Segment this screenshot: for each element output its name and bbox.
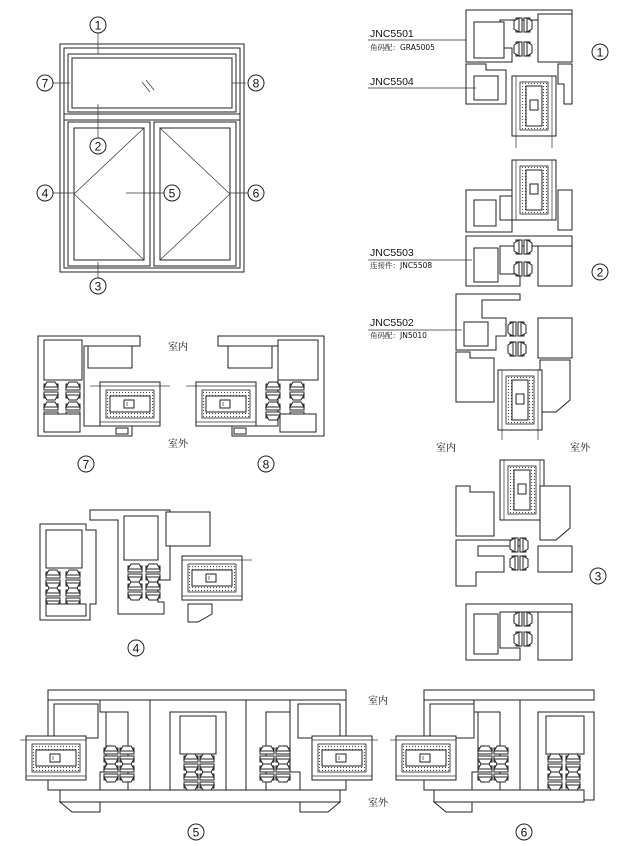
profile-jnc5503-label: JNC5503 xyxy=(370,247,414,259)
svg-text:2: 2 xyxy=(94,139,102,154)
svg-text:8: 8 xyxy=(262,457,270,472)
svg-text:4: 4 xyxy=(132,641,140,656)
section-7-callout xyxy=(78,456,94,472)
svg-text:2: 2 xyxy=(596,265,604,280)
section-7-drawing xyxy=(38,336,170,436)
svg-text:5: 5 xyxy=(192,825,200,840)
section-3-drawing xyxy=(456,460,572,660)
svg-text:6: 6 xyxy=(252,186,260,201)
section-5-indoor-label: 室内 xyxy=(368,696,388,707)
callout-1 xyxy=(90,17,106,33)
section-5-callout xyxy=(188,824,204,840)
callout-6 xyxy=(248,185,264,201)
section-1-callout xyxy=(592,44,608,60)
profile-jnc5501-label: JNC5501 xyxy=(370,28,414,40)
profile-jnc5504-label: JNC5504 xyxy=(370,76,414,88)
profile-jnc5502-label: JNC5502 xyxy=(370,317,414,329)
section-8-drawing xyxy=(186,336,324,436)
section-2-drawing xyxy=(456,160,572,440)
callout-7 xyxy=(37,75,53,91)
profile-jnc5501-sub: 角码配：GRA5005 xyxy=(370,43,435,52)
profile-jnc5503-sub: 连接件：JNC5508 xyxy=(370,261,433,270)
section-3-callout xyxy=(590,568,606,584)
svg-text:3: 3 xyxy=(94,279,102,294)
section-78-indoor-label: 室内 xyxy=(168,342,188,353)
callout-5 xyxy=(164,185,180,201)
section-4-drawing xyxy=(40,510,252,622)
svg-text:4: 4 xyxy=(41,186,49,201)
section-2-outdoor-label: 室外 xyxy=(570,443,590,454)
svg-text:8: 8 xyxy=(252,76,260,91)
section-5-drawing xyxy=(20,690,378,812)
callout-3 xyxy=(90,278,106,294)
svg-text:7: 7 xyxy=(82,457,90,472)
section-6-callout xyxy=(516,824,532,840)
callout-4 xyxy=(37,185,53,201)
section-78-outdoor-label: 室外 xyxy=(168,439,188,450)
svg-text:3: 3 xyxy=(594,569,602,584)
callout-8 xyxy=(248,75,264,91)
svg-text:1: 1 xyxy=(94,18,102,33)
window-elevation xyxy=(52,32,248,278)
svg-text:7: 7 xyxy=(41,76,49,91)
callout-2 xyxy=(90,138,106,154)
svg-text:6: 6 xyxy=(520,825,528,840)
svg-text:5: 5 xyxy=(168,186,176,201)
section-5-outdoor-label: 室外 xyxy=(368,798,388,809)
section-6-drawing xyxy=(390,690,594,812)
profile-jnc5502-sub: 角码配：JN5010 xyxy=(370,331,427,340)
section-1-drawing xyxy=(466,10,572,148)
section-2-callout xyxy=(592,264,608,280)
svg-text:1: 1 xyxy=(596,45,604,60)
section-2-indoor-label: 室内 xyxy=(436,443,456,454)
section-8-callout xyxy=(258,456,274,472)
section-4-callout xyxy=(128,640,144,656)
